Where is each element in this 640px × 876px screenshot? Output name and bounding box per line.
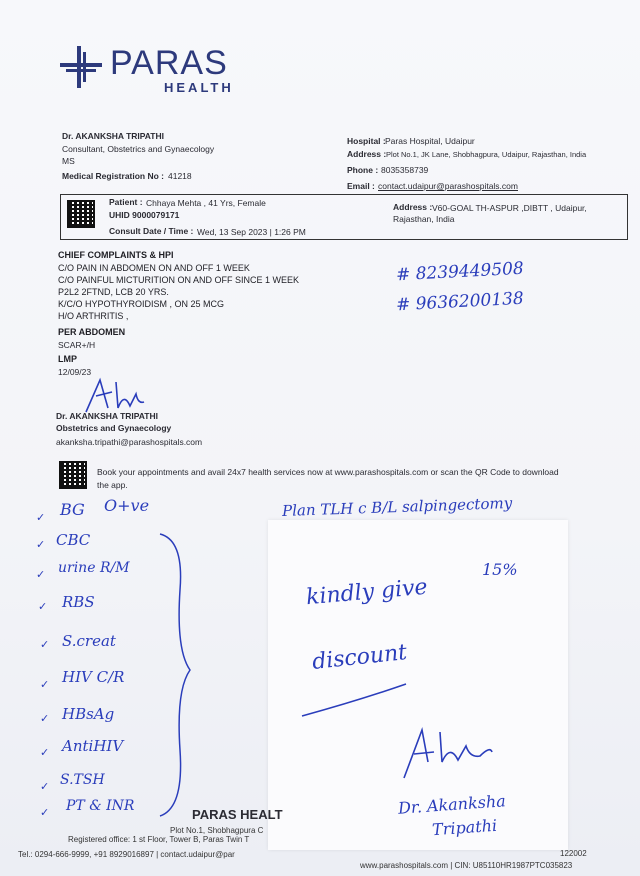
footer-web: www.parashospitals.com | CIN: U85110HR1987PTC035823 — [360, 861, 573, 870]
complaint-line: K/C/O HYPOTHYROIDISM , ON 25 MCG — [58, 299, 225, 309]
consult-value: Wed, 13 Sep 2023 | 1:26 PM — [197, 227, 306, 237]
consult-label: Consult Date / Time : — [109, 226, 194, 236]
note-sign-name: Dr. Akanksha — [397, 791, 507, 818]
footer-brand: PARAS HEALT — [192, 807, 283, 822]
complaint-line: H/O ARTHRITIS , — [58, 311, 129, 321]
doctor-degree: MS — [62, 156, 75, 166]
reg-label: Medical Registration No : — [62, 171, 165, 181]
check-icon: ✓ — [38, 600, 48, 613]
test-item: urine R/M — [58, 560, 130, 576]
complaint-line: C/O PAINFUL MICTURITION ON AND OFF SINCE 1 WEEK — [58, 275, 300, 285]
brand-name: PARAS — [110, 44, 228, 82]
check-icon: ✓ — [40, 638, 50, 651]
note-line2: discount — [310, 640, 409, 675]
note-discount: 15% — [482, 560, 518, 579]
patient-qr-code-icon — [67, 200, 95, 228]
uhid: UHID 9000079171 — [109, 210, 180, 220]
test-item: HIV C/R — [62, 668, 125, 686]
phone-label: Phone : — [347, 165, 379, 175]
check-icon: ✓ — [40, 806, 50, 819]
paras-logo-icon — [58, 44, 104, 90]
patient-address-line1: V60-GOAL TH-ASPUR ,DIBTT , Udaipur, — [432, 203, 587, 213]
test-item: PT & INR — [66, 798, 135, 814]
signature-doctor-name: Dr. AKANKSHA TRIPATHI — [56, 411, 158, 421]
test-item: HBsAg — [62, 705, 115, 723]
test-item: RBS — [62, 593, 95, 611]
test-item: BG — [60, 500, 85, 519]
test-item: AntiHIV — [62, 737, 124, 755]
note-signature-icon — [400, 722, 500, 782]
footer-code: 122002 — [560, 849, 587, 858]
hospital-value: Paras Hospital, Udaipur — [385, 136, 475, 146]
lmp-heading: LMP — [58, 354, 77, 364]
per-abdomen-value: SCAR+/H — [58, 340, 96, 350]
doctor-title: Consultant, Obstetrics and Gynaecology — [62, 144, 215, 154]
brand-sub: HEALTH — [164, 80, 234, 95]
signature-dept: Obstetrics and Gynaecology — [56, 423, 172, 433]
test-item: S.TSH — [60, 772, 105, 788]
test-item: S.creat — [62, 632, 116, 650]
patient-value: Chhaya Mehta , 41 Yrs, Female — [146, 198, 266, 208]
doctor-name: Dr. AKANKSHA TRIPATHI — [62, 131, 164, 141]
complaints-heading: CHIEF COMPLAINTS & HPI — [58, 250, 174, 260]
patient-label: Patient : — [109, 197, 143, 207]
per-abdomen-heading: PER ABDOMEN — [58, 327, 126, 337]
handwritten-phone: # 8239449508 — [395, 258, 525, 286]
footer-reg-office: Registered office: 1 st Floor, Tower B, Paras Twin T — [68, 835, 250, 844]
underline-stroke-icon — [300, 680, 410, 720]
check-icon: ✓ — [40, 746, 50, 759]
signature-email: akanksha.tripathi@parashospitals.com — [56, 437, 203, 447]
patient-address-line2: Rajasthan, India — [393, 214, 455, 224]
plan-note: Plan TLH c B/L salpingectomy — [281, 493, 513, 521]
footer-plot: Plot No.1, Shobhagpura C — [170, 826, 264, 835]
address-label: Address : — [347, 149, 387, 159]
patient-address-label: Address : — [393, 202, 433, 212]
test-item: O+ve — [104, 496, 150, 515]
reg-number: 41218 — [168, 171, 192, 181]
app-qr-code-icon — [59, 461, 87, 489]
email-label: Email : — [347, 181, 375, 191]
booking-text-line2: the app. — [97, 480, 128, 490]
phone-value: 8035358739 — [381, 165, 429, 175]
check-icon: ✓ — [36, 538, 46, 551]
hospital-label: Hospital : — [347, 136, 386, 146]
test-item: CBC — [56, 531, 91, 549]
brace-icon — [150, 530, 200, 820]
email-link[interactable]: contact.udaipur@parashospitals.com — [378, 181, 518, 191]
note-sign-name: Tripathi — [431, 815, 498, 840]
lmp-value: 12/09/23 — [58, 367, 92, 377]
address-value: Plot No.1, JK Lane, Shobhagpura, Udaipur, Rajasthan, India — [386, 150, 587, 159]
check-icon: ✓ — [40, 712, 50, 725]
check-icon: ✓ — [40, 780, 50, 793]
footer-tel: Tel.: 0294-666-9999, +91 8929016897 | contact.udaipur@par — [18, 850, 235, 859]
handwritten-phone: # 9636200138 — [395, 288, 525, 316]
complaint-line: C/O PAIN IN ABDOMEN ON AND OFF 1 WEEK — [58, 263, 250, 273]
complaint-line: P2L2 2FTND, LCB 20 YRS. — [58, 287, 169, 297]
check-icon: ✓ — [40, 678, 50, 691]
check-icon: ✓ — [36, 568, 46, 581]
check-icon: ✓ — [36, 511, 46, 524]
note-line1: kindly give — [305, 574, 429, 611]
booking-text: Book your appointments and avail 24x7 health services now at www.parashospitals.com or scan the QR Code to download — [97, 467, 559, 477]
